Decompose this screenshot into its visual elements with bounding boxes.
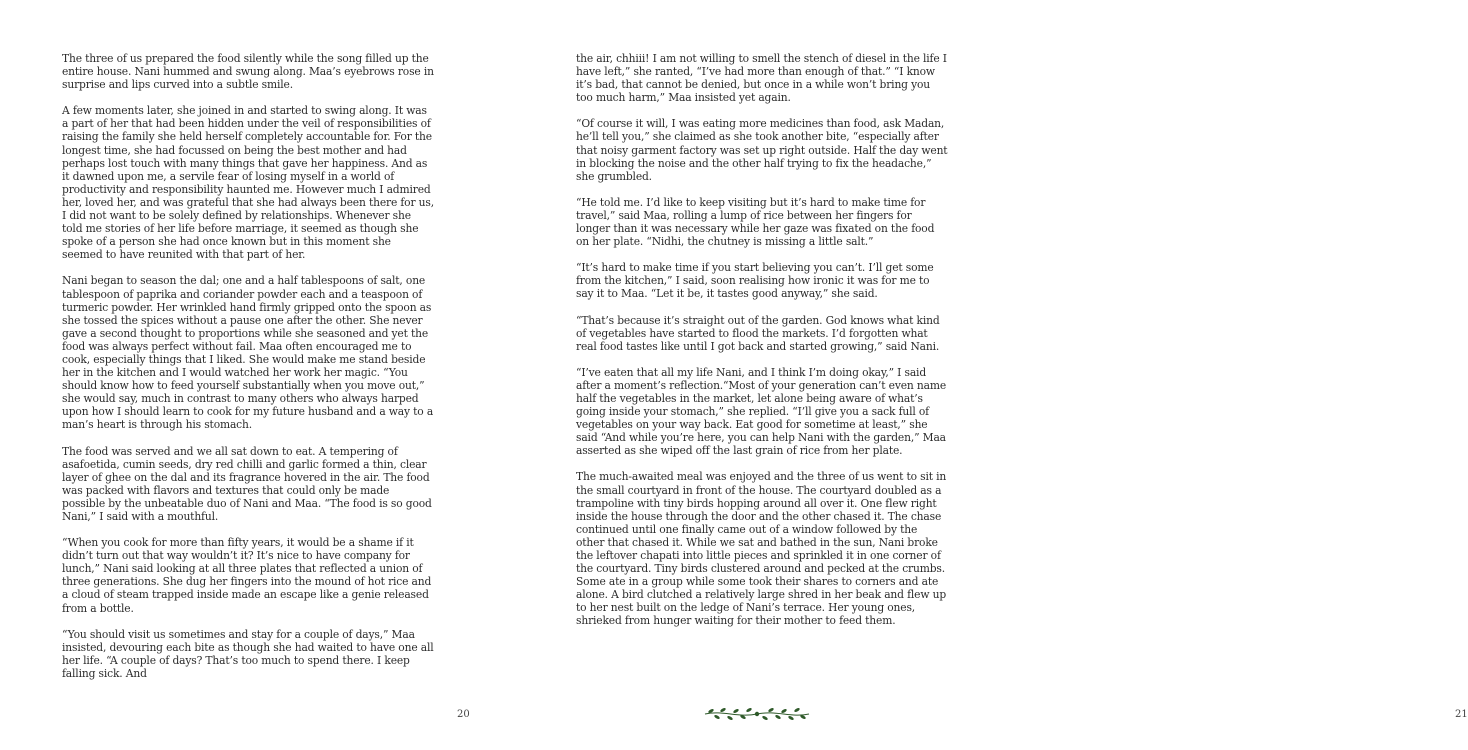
paragraph: A few moments later, she joined in and started to swing along. It was a part of her that had been hidden under the veil of responsibilities of raising the family she held herself completely accountable for. For the longest time, she had focussed on being the best mother and had perhaps lost touch with many things that gave her happiness. And as it dawned upon me, a servile fear of losing myself in a world of productivity and responsibility haunted me. However much I admired her, loved her, and was grateful that she had always been there for us, I did not want to be solely defined by relationships. Whenever she told me stories of her life before marriage, it seemed as though she spoke of a person she had once known but in this moment she seemed to have reunited with that part of her.: [62, 104, 434, 262]
page-number-left: 20: [457, 709, 470, 720]
left-page-text: [62, 52, 434, 680]
paragraph: Nani began to season the dal; one and a half tablespoons of salt, one tablespoon of paprika and coriander powder each and a teaspoon of turmeric powder. Her wrinkled hand firmly gripped onto the spoon as she tossed the spices without a pause one after the other. She never gave a second thought to proportions while she seasoned and yet the food was always perfect without fail. Maa often encouraged me to cook, especially things that I liked. She would make me stand beside her in the kitchen and I would watched her work her magic. “You should know how to feed yourself substantially when you move out,” she would say, much in contrast to many others who always harped upon how I should learn to cook for my future husband and a way to a man’s heart is through his stomach.: [62, 274, 434, 432]
left-page: [0, 0, 500, 750]
right-page-text: [576, 52, 948, 628]
paragraph: “That’s because it’s straight out of the garden. God knows what kind of vegetables have started to flood the markets. I’d forgotten what real food tastes like until I got back and started growing,” said Nani.: [576, 313, 940, 353]
vine-ornament-icon: [703, 703, 811, 725]
paragraph: “It’s hard to make time if you start believing you can’t. I’ll get some from the kitchen,” I said, soon realising how ironic it was for me to say it to Maa. “Let it be, it tastes good anyway,” she said.: [576, 261, 934, 301]
paragraph: The much-awaited meal was enjoyed and the three of us went to sit in the small courtyard in front of the house. The courtyard doubled as a trampoline with tiny birds hopping around all over it. One flew right inside the house through the door and the other chased it. The chase continued until one finally came out of a window followed by the other that chased it. While we sat and bathed in the sun, Nani broke the leftover chapati into little pieces and sprinkled it in one corner of the courtyard. Tiny birds clustered around and pecked at the crumbs. Some ate in a group while some took their shares to corners and ate alone. A bird clutched a relatively large shred in her beak and flew up to her nest built on the ledge of Nani’s terrace. Her young ones, shrieked from hunger waiting for their mother to feed them.: [576, 470, 947, 628]
paragraph: “Of course it will, I was eating more medicines than food, ask Madan, he’ll tell you,” she claimed as she took another bite, “especially after that noisy garment factory was set up right outside. Half the day went in blocking the noise and the other half trying to fix the headache,” she grumbled.: [576, 117, 948, 183]
paragraph: The three of us prepared the food silently while the song filled up the entire house. Nani hummed and swung along. Maa’s eyebrows rose in surprise and lips curved into a subtle smile.: [62, 52, 434, 92]
right-page: [500, 0, 1468, 750]
paragraph: “I’ve eaten that all my life Nani, and I think I’m doing okay,” I said after a moment’s reflection.“Most of your generation can’t even name half the vegetables in the market, let alone being aware of what’s going inside your stomach,” she replied. “I’ll give you a sack full of vegetables on your way back. Eat good for sometime at least,” she said “And while you’re here, you can help Nani with the garden,” Maa asserted as she wiped off the last grain of rice from her plate.: [576, 365, 947, 458]
paragraph: “When you cook for more than fifty years, it would be a shame if it didn’t turn out that way wouldn’t it? It’s nice to have company for lunch,” Nani said looking at all three plates that reflected a union of three generations. She dug her fingers into the mound of hot rice and a cloud of steam trapped inside made an escape like a genie released from a bottle.: [62, 536, 432, 615]
paragraph: “He told me. I’d like to keep visiting but it’s hard to make time for travel,” said Maa, rolling a lump of rice between her fingers for longer than it was necessary while her gaze was fixated on the food on her plate. “Nidhi, the chutney is missing a little salt.”: [576, 195, 935, 249]
paragraph: “You should visit us sometimes and stay for a couple of days,” Maa insisted, devouring each bite as though she had waited to have one all her life. “A couple of days? That’s too much to spend there. I keep falling sick. And: [62, 627, 434, 680]
paragraph: The food was served and we all sat down to eat. A tempering of asafoetida, cumin seeds, dry red chilli and garlic formed a thin, clear layer of ghee on the dal and its fragrance hovered in the air. The food was packed with flavors and textures that could only be made possible by the unbeatable duo of Nani and Maa. “The food is so good Nani,” I said with a mouthful.: [62, 444, 432, 523]
paragraph: the air, chhiii! I am not willing to smell the stench of diesel in the life I have left,” she ranted, “I’ve had more than enough of that.” “I know it’s bad, that cannot be denied, but once in a while won’t bring you too much harm,” Maa insisted yet again.: [576, 52, 947, 105]
page-number-right: 21: [1455, 709, 1468, 720]
